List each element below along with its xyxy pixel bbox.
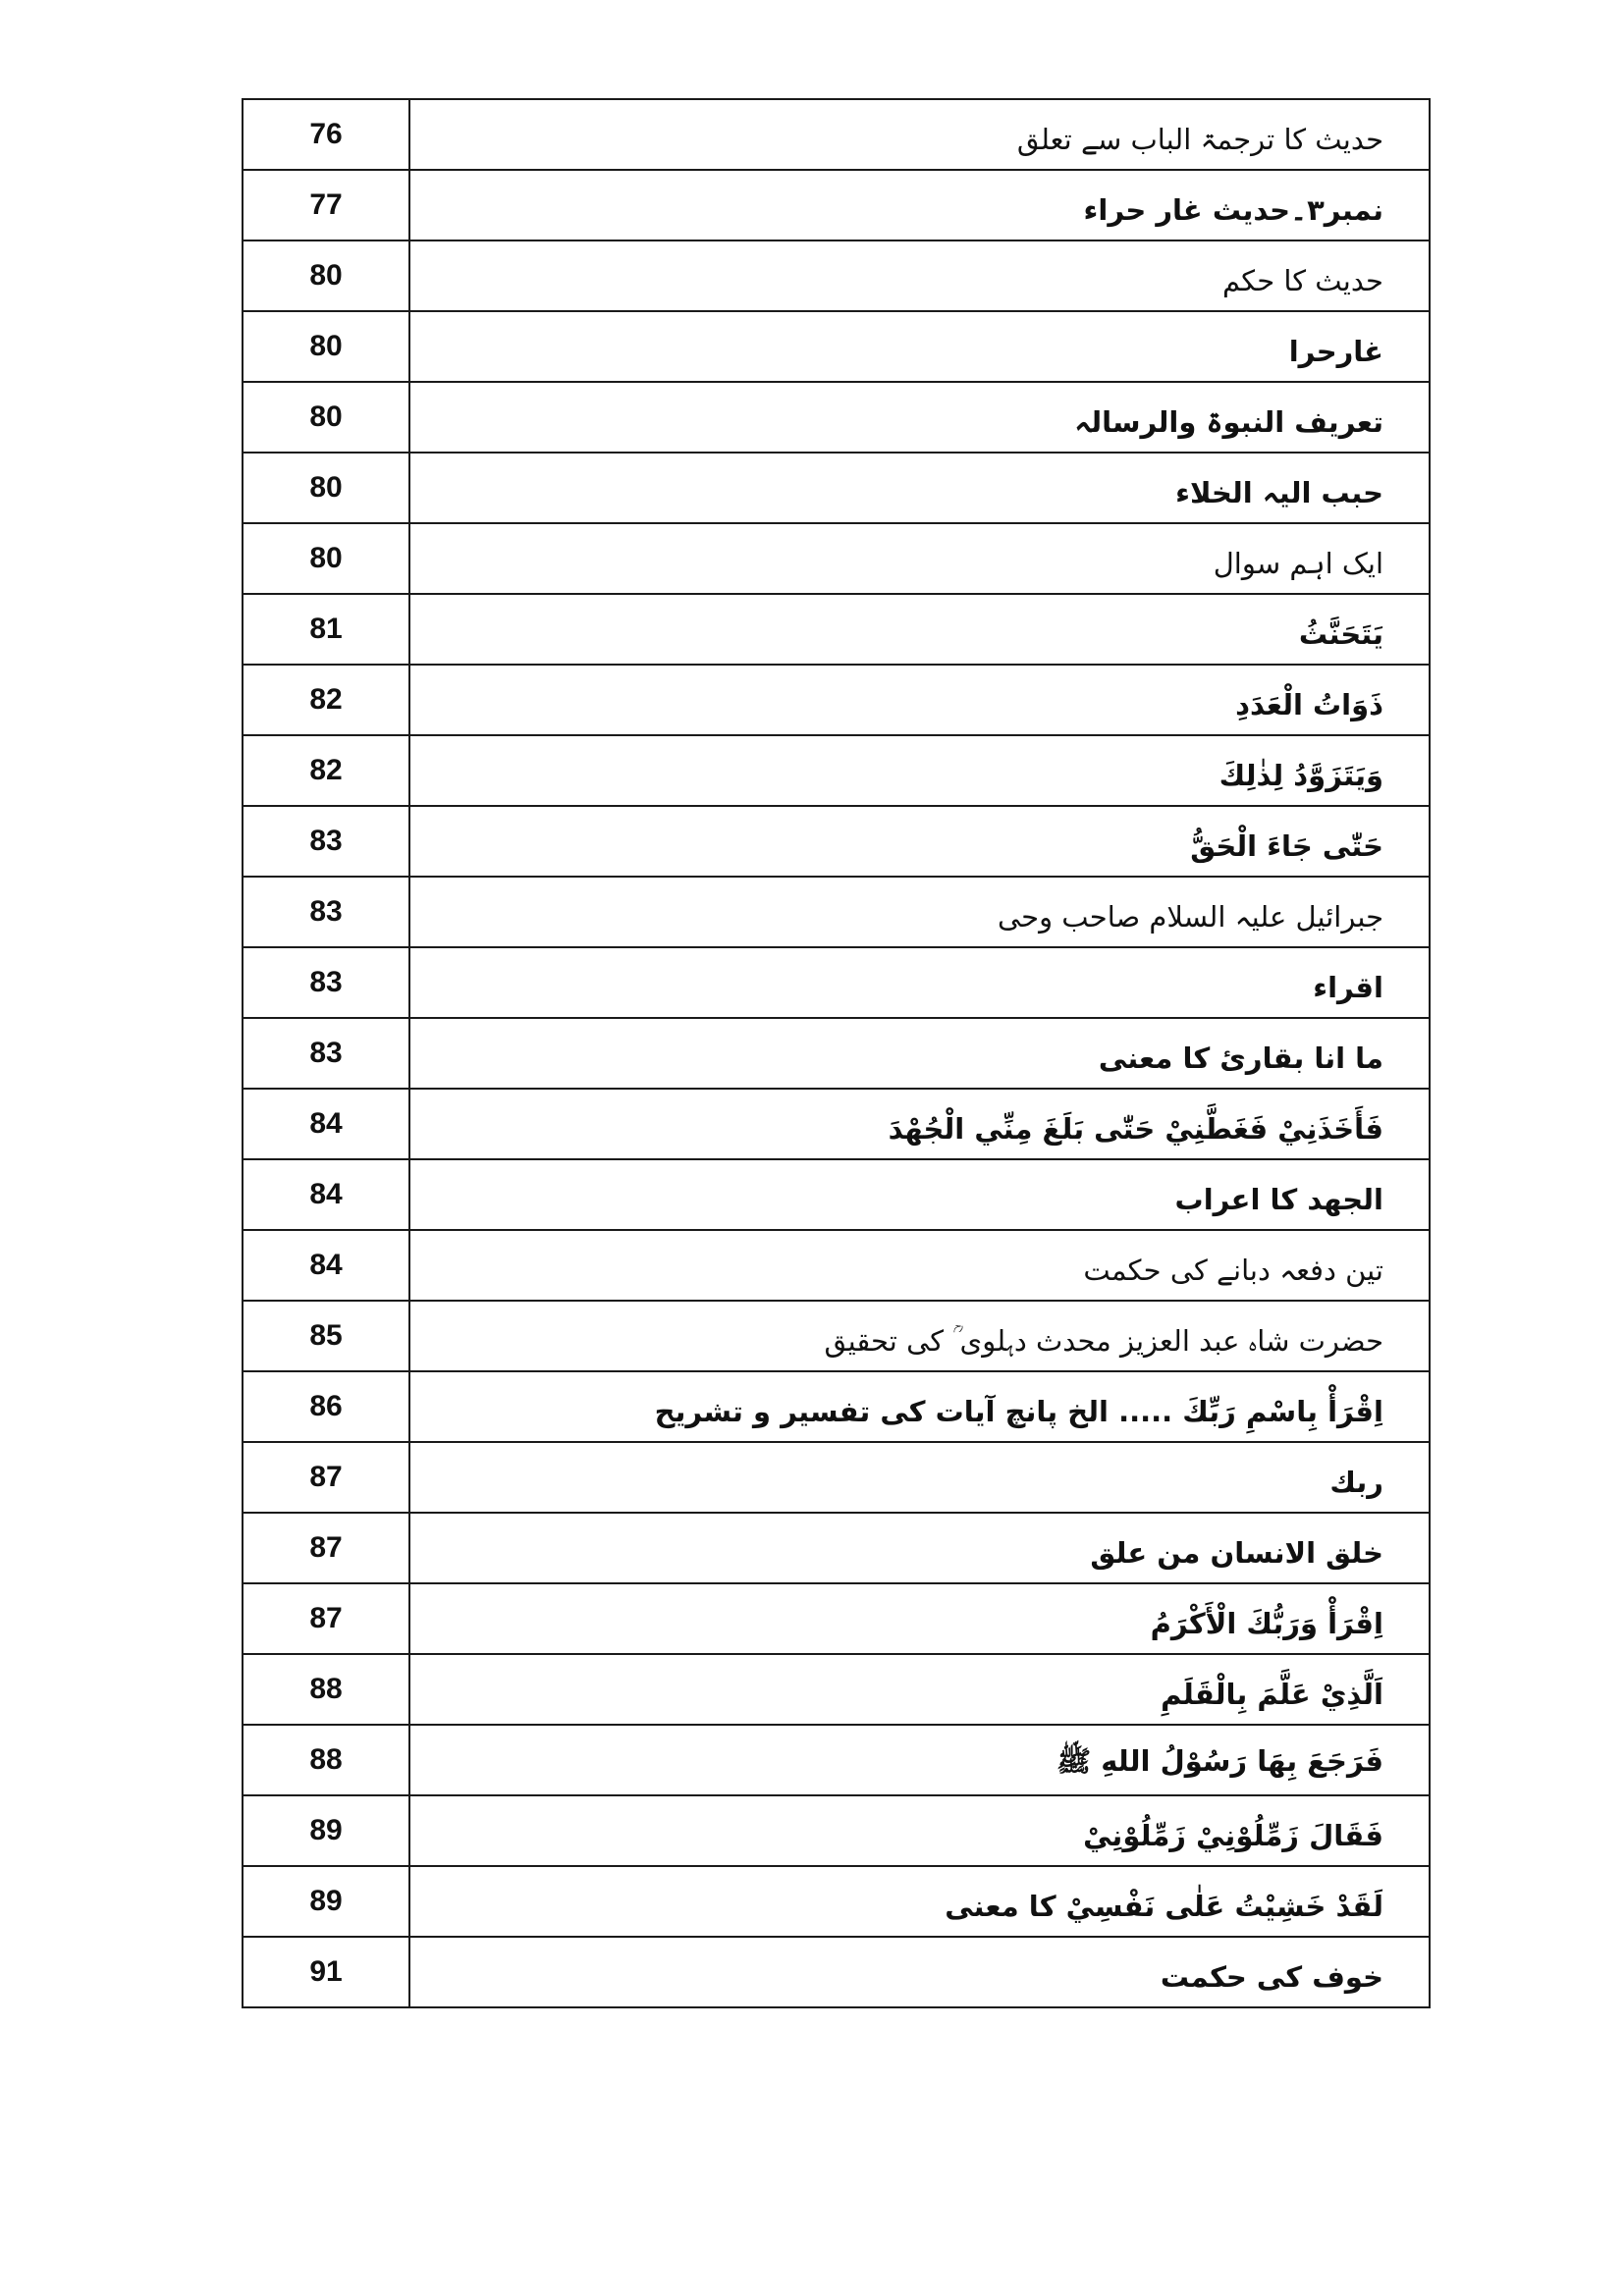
entry-title: حضرت شاہ عبد العزیز محدث دہلوی ؒ کی تحقیق: [409, 1301, 1430, 1371]
page-number: 89: [243, 1866, 409, 1937]
table-row: [243, 665, 1430, 735]
page-number: 76: [243, 99, 409, 170]
table-row: [243, 1159, 1430, 1230]
table-row: [243, 1725, 1430, 1795]
page-number: 84: [243, 1230, 409, 1301]
table-row: [243, 99, 1430, 170]
page-number: 83: [243, 947, 409, 1018]
entry-title: ایک اہم سوال: [409, 523, 1430, 594]
table-of-contents: [242, 98, 1431, 2008]
page-number: 80: [243, 382, 409, 453]
entry-title: اَلَّذِيْ عَلَّمَ بِالْقَلَمِ: [409, 1654, 1430, 1725]
page-number: 84: [243, 1159, 409, 1230]
table-row: [243, 1937, 1430, 2007]
table-row: [243, 877, 1430, 947]
page-number: 89: [243, 1795, 409, 1866]
table-row: [243, 735, 1430, 806]
table-row: [243, 382, 1430, 453]
entry-title: جبرائیل علیہ السلام صاحب وحی: [409, 877, 1430, 947]
page-number: 82: [243, 665, 409, 735]
page-number: 88: [243, 1654, 409, 1725]
page-number: 82: [243, 735, 409, 806]
entry-title: فَرَجَعَ بِهَا رَسُوْلُ اللهِ ﷺ: [409, 1725, 1430, 1795]
entry-title: وَيَتَزَوَّدُ لِذٰلِكَ: [409, 735, 1430, 806]
entry-title: غارحرا: [409, 311, 1430, 382]
page-number: 81: [243, 594, 409, 665]
page-number: 87: [243, 1583, 409, 1654]
table-row: [243, 523, 1430, 594]
table-row: [243, 806, 1430, 877]
page-number: 80: [243, 311, 409, 382]
page-number: 84: [243, 1089, 409, 1159]
toc-body: [243, 99, 1430, 2007]
page-number: 80: [243, 453, 409, 523]
entry-title: اِقْرَأْ بِاسْمِ رَبِّكَ ..... الخ پانچ آیات کی تفسیر و تشریح: [409, 1371, 1430, 1442]
entry-title: خوف کی حکمت: [409, 1937, 1430, 2007]
entry-title: لَقَدْ خَشِيْتُ عَلٰى نَفْسِيْ کا معنی: [409, 1866, 1430, 1937]
table-row: [243, 1513, 1430, 1583]
page-number: 85: [243, 1301, 409, 1371]
table-row: [243, 240, 1430, 311]
entry-title: ما انا بقارئ کا معنی: [409, 1018, 1430, 1089]
page-number: 80: [243, 240, 409, 311]
entry-title: حَتّٰى جَاءَ الْحَقُّ: [409, 806, 1430, 877]
table-row: [243, 594, 1430, 665]
table-row: [243, 1089, 1430, 1159]
entry-title: ربك: [409, 1442, 1430, 1513]
table-row: [243, 1795, 1430, 1866]
entry-title: ذَوَاتُ الْعَدَدِ: [409, 665, 1430, 735]
page-number: 86: [243, 1371, 409, 1442]
page-number: 83: [243, 877, 409, 947]
page-number: 83: [243, 1018, 409, 1089]
table-row: [243, 947, 1430, 1018]
page-number: 77: [243, 170, 409, 240]
table-row: [243, 1866, 1430, 1937]
entry-title: فَأَخَذَنِيْ فَغَطَّنِيْ حَتّٰى بَلَغَ مِنِّي الْجُهْدَ: [409, 1089, 1430, 1159]
page-number: 83: [243, 806, 409, 877]
page-number: 87: [243, 1442, 409, 1513]
entry-title: تین دفعہ دبانے کی حکمت: [409, 1230, 1430, 1301]
entry-title: حدیث کا ترجمۃ الباب سے تعلق: [409, 99, 1430, 170]
table-row: [243, 453, 1430, 523]
table-row: [243, 1442, 1430, 1513]
table-row: [243, 1018, 1430, 1089]
table-row: [243, 1301, 1430, 1371]
entry-title: اقراء: [409, 947, 1430, 1018]
page-number: 80: [243, 523, 409, 594]
entry-title: تعریف النبوۃ والرسالہ: [409, 382, 1430, 453]
entry-title: الجھد کا اعراب: [409, 1159, 1430, 1230]
table-row: [243, 1654, 1430, 1725]
entry-title: اِقْرَأْ وَرَبُّكَ الْأَكْرَمُ: [409, 1583, 1430, 1654]
page-number: 87: [243, 1513, 409, 1583]
table-row: [243, 170, 1430, 240]
entry-title: حبب الیہ الخلاء: [409, 453, 1430, 523]
page-number: 88: [243, 1725, 409, 1795]
table-row: [243, 1230, 1430, 1301]
entry-title: نمبر۳۔حدیث غار حراء: [409, 170, 1430, 240]
table-row: [243, 1583, 1430, 1654]
entry-title: حدیث کا حکم: [409, 240, 1430, 311]
entry-title: يَتَحَنَّثُ: [409, 594, 1430, 665]
entry-title: خلق الانسان من علق: [409, 1513, 1430, 1583]
table-row: [243, 311, 1430, 382]
entry-title: فَقَالَ زَمِّلُوْنِيْ زَمِّلُوْنِيْ: [409, 1795, 1430, 1866]
table-row: [243, 1371, 1430, 1442]
page-number: 91: [243, 1937, 409, 2007]
